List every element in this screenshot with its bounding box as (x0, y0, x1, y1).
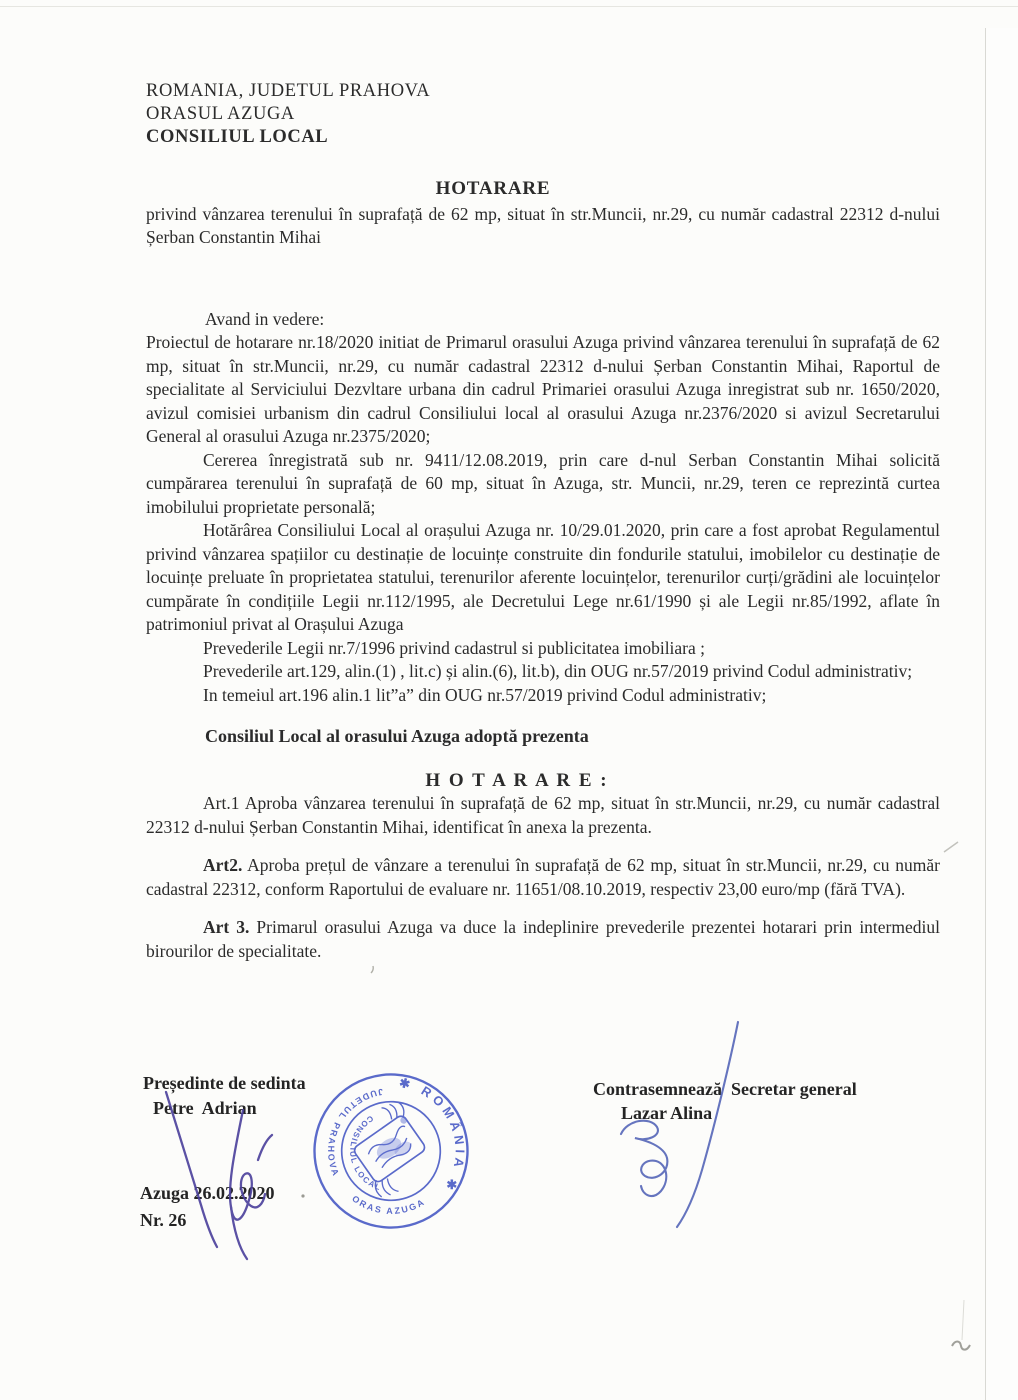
adoption-line: Consiliul Local al orasului Azuga adoptă prezenta (205, 726, 589, 746)
secretary-role-label: Contrasemnează Secretar general (593, 1079, 857, 1099)
document-subtitle: privind vânzarea terenului în suprafață de 62 mp, situat în str.Muncii, nr.29, cu număr cadastral 22312 d-nului Șerban Constantin Mihai (146, 203, 940, 247)
article-3-text: Primarul orasului Azuga va duce la indeplinire prevederile prezentei hotarari prin intermediul birourilor de specialitate. (146, 917, 940, 961)
stamp-council-text: CONSILIUL LOCAL (348, 1113, 383, 1193)
issuer-city-line: ORASUL AZUGA (146, 104, 295, 124)
scan-edge-right (985, 28, 986, 1400)
article-1 (146, 792, 940, 839)
secretary-signature-stroke (621, 1022, 738, 1227)
president-name: Petre Adrian (153, 1098, 257, 1118)
article-1-text: Aproba vânzarea terenului în suprafață de 62 mp, situat în str.Muncii, nr.29, cu număr cadastral 22312 d-nului Șerban Constantin Mihai, identificat în anexa la prezenta. (146, 793, 940, 837)
issuer-block (146, 80, 940, 149)
document-title: HOTARARE (435, 178, 551, 199)
preamble-paragraph: Prevederile art.129, alin.(1) , lit.c) și alin.(6), lit.b), din OUG nr.57/2019 privind Codul administrativ; (203, 661, 913, 681)
stamp-county-text: JUDETUL PRAHOVA (326, 1086, 385, 1179)
stamp-country-text: ✱ ROMÂNIA ✱ (397, 1074, 468, 1197)
stamp-town-text: ORAS AZUGA (350, 1193, 428, 1216)
issuer-country-line: ROMANIA, JUDETUL PRAHOVA (146, 81, 431, 101)
article-2-label: Art2. (203, 855, 243, 875)
article-1-label: Art.1 (203, 793, 240, 813)
president-role-label: Președinte de sedinta (143, 1073, 306, 1093)
article-3 (146, 916, 940, 963)
issuer-council-line: CONSILIUL LOCAL (146, 127, 329, 147)
document-body (146, 0, 940, 963)
decision-number: Nr. 26 (140, 1210, 187, 1230)
decision-heading: H O T A R A R E : (425, 769, 609, 791)
council-round-stamp-icon (302, 1062, 481, 1241)
preamble-paragraph: In temeiul art.196 alin.1 lit”a” din OUG nr.57/2019 privind Codul administrativ; (203, 684, 767, 705)
preamble-paragraph: Hotărârea Consiliului Local al orașului Azuga nr. 10/29.01.2020, prin care a fost aprobat Regulamentul privind vânzarea spațiilor cu destinație de locuințe construite din fondurile statului, imobilelor cu destinație de locuințe preluate în proprietatea statului, terenurilor aferente locuințelor, terenurilor curți/grădini ale locuințelor cumpărate în condițiile Legii nr.112/1995, ale Decretului Lege nr.61/1990 și ale Legii nr.85/1992, aflate în patrimoniul privat al Orașului Azuga (146, 520, 940, 634)
article-2-text: Aproba prețul de vânzare a terenului în suprafață de 62 mp, situat în str.Muncii, nr.29, cu număr cadastral 22312, conform Raportului de evaluare nr. 11651/08.10.2019, respectiv 23,00 euro/mp (fără TVA). (146, 855, 940, 899)
place-date-line: Azuga 26.02.2020 (140, 1183, 275, 1203)
preamble-paragraph: Proiectul de hotarare nr.18/2020 initiat de Primarul orasului Azuga privind vânzarea terenului în suprafață de 62 mp, situat în str.Muncii, nr.29, cu număr cadastral 22312 d-nului Șerban Constantin Mihai, Raportul de specialitate al Serviciului Dezvltare urbana din cadrul Primariei orasului Azuga inregistrat sub nr. 1650/2020, avizul comisiei urbanism din cadrul Consiliului local al orasului Azuga nr.2376/2020 si avizul Secretarului General al orasului Azuga nr.2375/2020; (146, 332, 940, 446)
secretary-name: Lazar Alina (621, 1103, 713, 1123)
preamble-lead: Avand in vedere: (205, 308, 325, 329)
article-2 (146, 854, 940, 901)
scan-edge-strip (986, 28, 1018, 1400)
article-3-label: Art 3. (203, 917, 250, 937)
preamble-paragraph: Cererea înregistrată sub nr. 9411/12.08.2019, prin care d-nul Serban Constantin Mihai solicită cumpărarea terenului în suprafață de 60 mp, situat în Azuga, str. Muncii, nr.29, teren ce reprezintă curtea imobilului proprietate personală; (146, 449, 940, 517)
preamble-paragraph: Prevederile Legii nr.7/1996 privind cadastrul si publicitatea imobiliara ; (203, 637, 706, 658)
